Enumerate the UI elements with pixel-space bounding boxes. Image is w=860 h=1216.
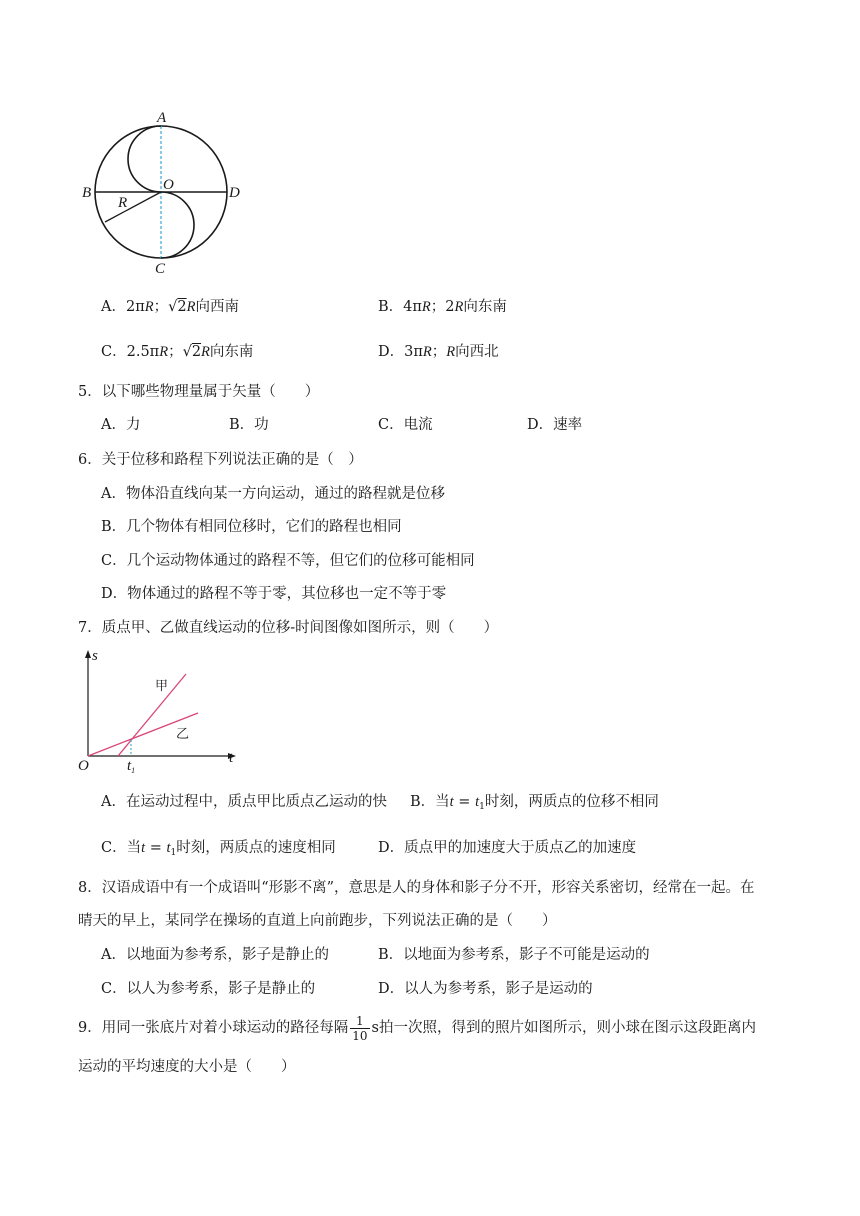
radius-line xyxy=(105,192,161,222)
q6-option-a[interactable]: A．物体沿直线向某一方向运动，通过的路程就是位移 xyxy=(101,486,445,502)
q5-option-a[interactable]: A．力 xyxy=(101,417,141,433)
line-yi-label: 乙 xyxy=(176,727,190,742)
q6-stem: 6．关于位移和路程下列说法正确的是（ ） xyxy=(78,452,363,468)
y-axis-label: s xyxy=(92,648,98,664)
q7-option-b[interactable]: B．当$t = t_1$时刻，两质点的位移不相同 xyxy=(410,794,659,812)
q8-option-d[interactable]: D．以人为参考系，影子是运动的 xyxy=(378,981,593,997)
label-a: A xyxy=(157,110,167,126)
sqrt-sign-icon: √ xyxy=(182,344,192,360)
q6-option-c[interactable]: C．几个运动物体通过的路程不等，但它们的位移可能相同 xyxy=(101,553,475,569)
s-t-graph xyxy=(76,648,246,774)
q9-stem-line1: 9．用同一张底片对着小球运动的路径每隔 $\frac{1}{10}$ s拍一次照，得到的照片如图所示，则小球在图示这段距离内 xyxy=(78,1013,756,1043)
q6-option-d[interactable]: D．物体通过的路程不等于零，其位移也一定不等于零 xyxy=(101,586,447,602)
q5-stem: 5．以下哪些物理量属于矢量（ ） xyxy=(78,384,320,400)
s-curve-upper xyxy=(128,126,161,192)
label-d: D xyxy=(229,185,240,201)
q8-option-c[interactable]: C．以人为参考系，影子是静止的 xyxy=(101,981,316,997)
fraction: $\frac{1}{10}$ xyxy=(352,1013,368,1043)
line-jia xyxy=(118,674,186,756)
q5-option-b[interactable]: B．功 xyxy=(229,417,269,433)
q5-option-d[interactable]: D．速率 xyxy=(527,417,583,433)
q4-option-b[interactable]: B．4πR；2R向东南 xyxy=(378,299,507,315)
x-axis-label: t xyxy=(229,750,234,766)
q6-option-b[interactable]: B．几个物体有相同位移时，它们的路程也相同 xyxy=(101,519,402,535)
y-axis-arrow-icon xyxy=(85,650,91,658)
q4-option-c[interactable]: C．2.5πR；√2R向东南 xyxy=(101,344,254,360)
q7-stem: 7．质点甲、乙做直线运动的位移-时间图像如图所示，则（ ） xyxy=(78,620,499,636)
sqrt-sign-icon: √ xyxy=(168,299,178,315)
q8-stem-line1: 8．汉语成语中有一个成语叫“形影不离”，意思是人的身体和影子分不开，形容关系密切，经常在一起。在 xyxy=(78,880,755,896)
s-curve-lower xyxy=(161,192,194,258)
q5-option-c[interactable]: C．电流 xyxy=(378,417,433,433)
label-b: B xyxy=(82,185,92,201)
q8-option-b[interactable]: B．以地面为参考系，影子不可能是运动的 xyxy=(378,947,650,963)
q9-stem-line2: 运动的平均速度的大小是（ ） xyxy=(78,1059,296,1075)
q7-option-d[interactable]: D．质点甲的加速度大于质点乙的加速度 xyxy=(378,840,637,856)
label-o: O xyxy=(163,177,174,193)
t1-tick-label: $t_1$ xyxy=(127,758,136,774)
q4-option-d[interactable]: D．3πR；R向西北 xyxy=(378,344,499,360)
q7-option-c[interactable]: C．当$t = t_1$时刻，两质点的速度相同 xyxy=(101,840,336,858)
label-r: R xyxy=(118,195,128,211)
circle-figure xyxy=(78,105,250,277)
origin-label: O xyxy=(78,758,89,774)
q8-stem-line2: 晴天的早上，某同学在操场的直道上向前跑步，下列说法正确的是（ ） xyxy=(78,913,557,929)
line-jia-label: 甲 xyxy=(155,679,169,694)
label-c: C xyxy=(155,261,166,277)
q8-option-a[interactable]: A．以地面为参考系，影子是静止的 xyxy=(101,947,329,963)
q7-option-a[interactable]: A．在运动过程中，质点甲比质点乙运动的快 xyxy=(101,794,387,810)
q4-option-a[interactable]: A．2πR；√2R向西南 xyxy=(101,299,239,315)
